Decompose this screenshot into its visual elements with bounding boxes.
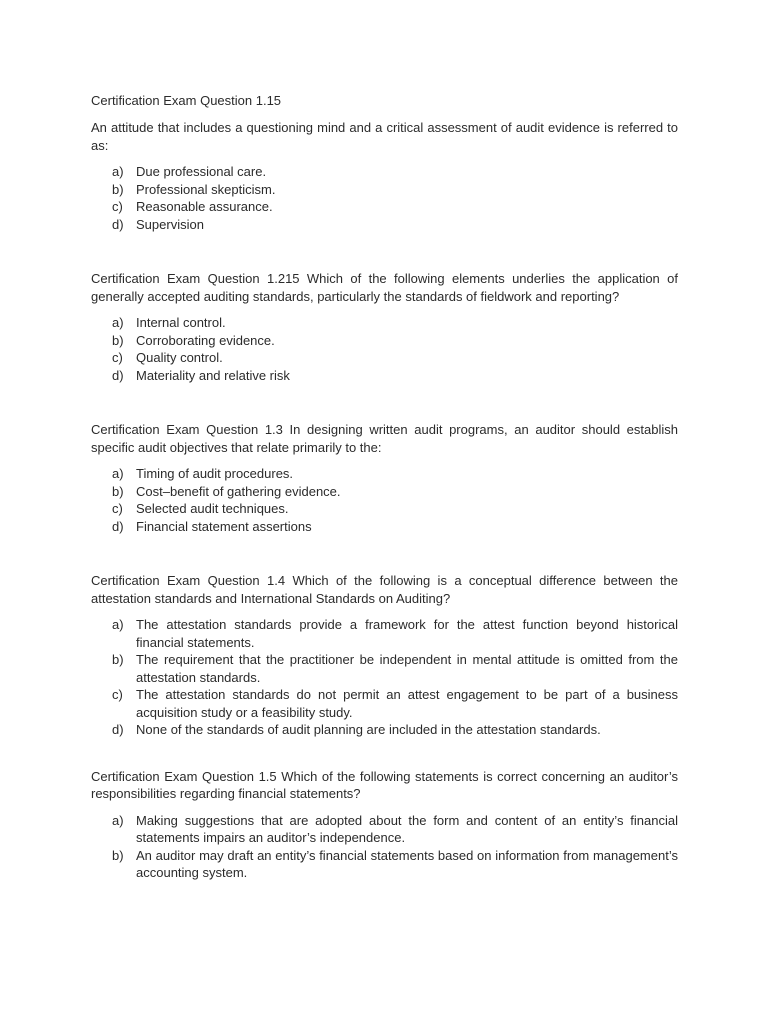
option-letter: b)	[112, 181, 124, 197]
option-text: Quality control.	[136, 350, 223, 365]
option-letter: c)	[112, 350, 123, 365]
option-letter: d)	[112, 518, 124, 534]
answer-option-a	[91, 465, 678, 483]
option-letter: b)	[112, 332, 124, 348]
answer-option-d	[91, 518, 678, 536]
question-stem: Certification Exam Question 1.4 Which of the following is a conceptual difference between the attestation standards and International Standards on Auditing?	[91, 573, 678, 606]
answer-options	[91, 465, 678, 535]
option-text: The attestation standards provide a framework for the attest function beyond historical financial statements.	[136, 617, 678, 650]
option-letter: a)	[112, 812, 124, 828]
option-text: Corroborating evidence.	[136, 332, 275, 348]
question-title: Certification Exam Question 1.15	[91, 93, 282, 108]
question-1-5	[91, 768, 678, 882]
answer-option-d	[91, 721, 678, 739]
question-stem: Certification Exam Question 1.5 Which of the following statements is correct concerning an auditor’s responsibilities regarding financial statements?	[91, 768, 678, 801]
option-letter: a)	[112, 164, 124, 179]
option-text: Materiality and relative risk	[136, 367, 290, 383]
option-text: Timing of audit procedures.	[136, 466, 294, 481]
option-letter: c)	[112, 501, 123, 516]
option-text: The attestation standards do not permit an attest engagement to be part of a business acquisition study or a feasibility study.	[136, 687, 678, 720]
question-1-215	[91, 270, 678, 384]
option-text: Supervision	[136, 216, 204, 232]
answer-option-b	[91, 651, 678, 686]
option-text: Cost–benefit of gathering evidence.	[136, 483, 341, 499]
question-stem: Certification Exam Question 1.3 In designing written audit programs, an auditor should establish specific audit objectives that relate primarily to the:	[91, 422, 678, 455]
question-stem: Certification Exam Question 1.215 Which of the following elements underlies the application of generally accepted auditing standards, particularly the standards of fieldwork and reporting?	[91, 271, 678, 304]
option-text: An auditor may draft an entity’s financial statements based on information from management’s accounting system.	[136, 847, 678, 880]
option-text: The requirement that the practitioner be independent in mental attitude is omitted from the attestation standards.	[136, 652, 678, 685]
question-1-4	[91, 572, 678, 739]
answer-option-a	[91, 812, 678, 847]
answer-option-a	[91, 616, 678, 651]
question-1-3	[91, 421, 678, 535]
answer-option-c	[91, 686, 678, 721]
option-letter: c)	[112, 687, 123, 702]
option-text: Selected audit techniques.	[136, 501, 289, 516]
option-letter: a)	[112, 466, 124, 481]
option-text: Due professional care.	[136, 164, 267, 179]
question-1-15	[91, 92, 678, 233]
answer-options	[91, 812, 678, 882]
answer-options	[91, 163, 678, 233]
option-text: Financial statement assertions	[136, 518, 312, 534]
answer-options	[91, 314, 678, 384]
answer-options	[91, 616, 678, 739]
answer-option-b	[91, 181, 678, 199]
answer-option-c	[91, 349, 678, 367]
option-text: Reasonable assurance.	[136, 199, 273, 214]
answer-option-b	[91, 483, 678, 501]
answer-option-b	[91, 847, 678, 882]
option-letter: b)	[112, 483, 124, 499]
option-text: Internal control.	[136, 315, 226, 330]
answer-option-c	[91, 500, 678, 518]
option-letter: b)	[112, 652, 124, 667]
answer-option-c	[91, 198, 678, 216]
option-text: None of the standards of audit planning are included in the attestation standards.	[136, 722, 601, 737]
option-text: Making suggestions that are adopted about the form and content of an entity’s financial statements impairs an auditor’s independence.	[136, 812, 678, 845]
answer-option-d	[91, 216, 678, 234]
document-page	[91, 92, 678, 882]
answer-option-a	[91, 163, 678, 181]
option-text: Professional skepticism.	[136, 181, 276, 197]
option-letter: a)	[112, 617, 124, 632]
answer-option-b	[91, 332, 678, 350]
option-letter: d)	[112, 722, 124, 737]
option-letter: d)	[112, 367, 124, 383]
option-letter: a)	[112, 315, 124, 330]
option-letter: c)	[112, 199, 123, 214]
option-letter: d)	[112, 216, 124, 232]
question-stem: An attitude that includes a questioning mind and a critical assessment of audit evidence is referred to as:	[91, 120, 678, 153]
option-letter: b)	[112, 847, 124, 863]
answer-option-d	[91, 367, 678, 385]
answer-option-a	[91, 314, 678, 332]
